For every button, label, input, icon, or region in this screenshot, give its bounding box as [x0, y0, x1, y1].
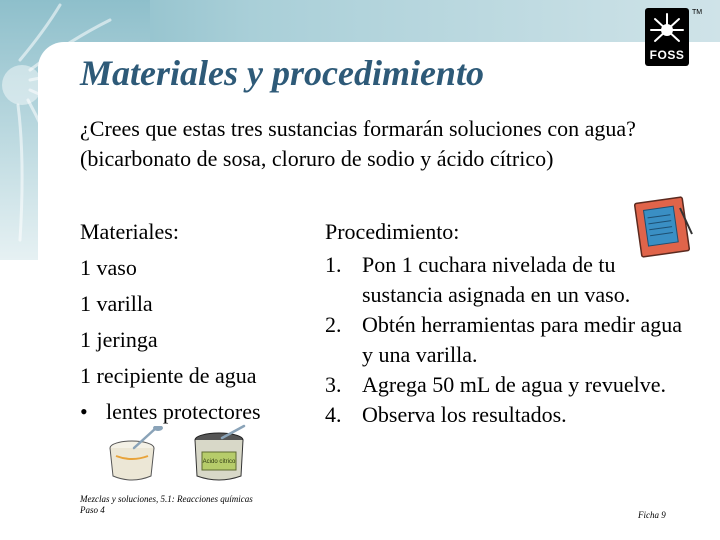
- step-text: Pon 1 cuchara nivelada de tu sustancia asignada en un vaso.: [362, 252, 631, 307]
- procedure-step: [325, 310, 695, 370]
- jar-label: Acido cítrico: [202, 459, 236, 465]
- material-item: 1 varilla: [80, 291, 153, 316]
- card-number: Ficha 9: [638, 510, 666, 520]
- step-text: Obtén herramientas para medir agua y una varilla.: [362, 312, 683, 367]
- question: [80, 114, 690, 174]
- source-step: Paso 4: [80, 505, 105, 515]
- step-text: Observa los resultados.: [362, 402, 567, 427]
- step-number: 1.: [325, 252, 342, 277]
- step-number: 2.: [325, 312, 342, 337]
- step-number: 4.: [325, 402, 342, 427]
- trademark: TM: [692, 9, 703, 16]
- foss-logo: [645, 8, 689, 66]
- procedure-step: [325, 400, 695, 430]
- procedure-heading: Procedimiento:: [325, 219, 460, 244]
- materials-list: [80, 214, 261, 430]
- cup-with-spoon-icon: [104, 426, 172, 484]
- page-title: Materiales y procedimiento: [80, 53, 484, 93]
- sun-logo-icon: [645, 10, 689, 50]
- substances-line: (bicarbonato de sosa, cloruro de sodio y ácido cítrico): [80, 146, 554, 171]
- question-line: ¿Crees que estas tres sustancias formarán soluciones con agua?: [80, 116, 636, 141]
- labeled-jar-icon: [186, 424, 252, 486]
- logo-text: FOSS: [649, 48, 685, 62]
- material-item-label: lentes protectores: [106, 399, 261, 424]
- procedure-step: [325, 370, 695, 400]
- source-line: Mezclas y soluciones, 5.1: Reacciones químicas: [80, 494, 253, 504]
- material-item: 1 vaso: [80, 255, 137, 280]
- notebook-icon: [634, 194, 694, 258]
- source-citation: [80, 494, 253, 516]
- step-text: Agrega 50 mL de agua y revuelve.: [362, 372, 667, 397]
- material-item: 1 recipiente de agua: [80, 363, 257, 388]
- procedure-step: [325, 250, 695, 310]
- material-item: 1 jeringa: [80, 327, 158, 352]
- step-number: 3.: [325, 372, 342, 397]
- materials-heading: Materiales:: [80, 219, 179, 244]
- bullet: •: [80, 399, 88, 424]
